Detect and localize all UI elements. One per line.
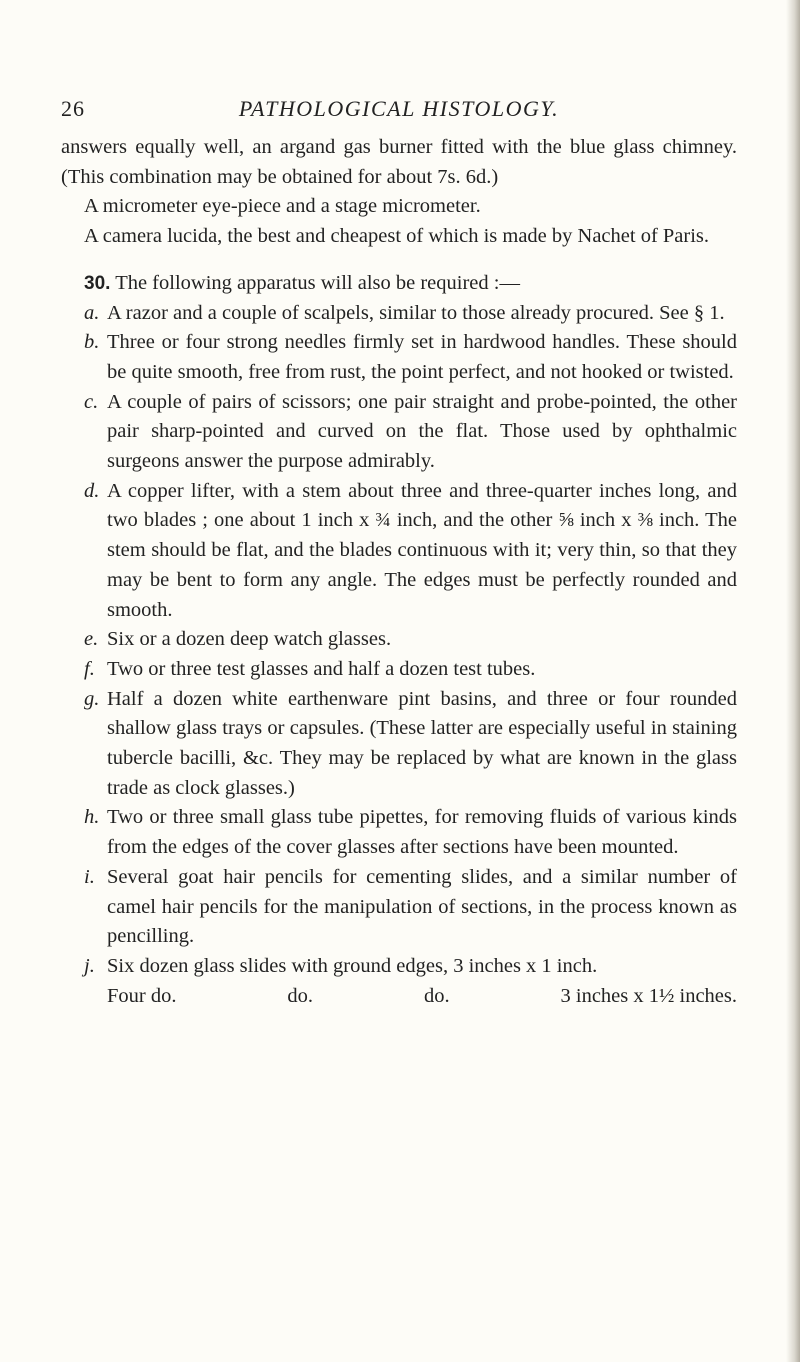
paragraph: A micrometer eye-piece and a stage micrometer. — [84, 195, 481, 218]
final-line-col-3: do. — [423, 984, 450, 1007]
item-text: A couple of pairs of scissors; one pair straight and probe-pointed, the other pair sharp-pointed and curved on the flat. Those used by ophthalmic surgeons answer the purpose admirably. — [107, 390, 737, 473]
final-line-col-1: Four do. — [107, 984, 177, 1007]
item-letter: f. — [84, 657, 95, 680]
item-text: Six or a dozen deep watch glasses. — [107, 628, 392, 651]
section-text: The following apparatus will also be required :— — [115, 271, 520, 294]
list-item — [84, 477, 737, 626]
section-heading — [61, 269, 737, 299]
running-title: PATHOLOGICAL HISTOLOGY. — [238, 96, 560, 121]
list-item — [84, 655, 737, 685]
list-item — [84, 803, 737, 862]
final-line-col-2: do. — [287, 984, 314, 1007]
page-header — [61, 96, 737, 130]
item-text: A copper lifter, with a stem about three and three-quarter inches long, and two blades ; one about 1 inch x ¾ inch, and the other ⅝ inch x ⅜ inch. The stem should be flat, and the blades continuous with it; very thin, so that they may be bent to form any angle. The edges must be perfectly rounded and smooth. — [107, 479, 737, 621]
list-item — [84, 388, 737, 477]
section-number: 30. — [84, 272, 111, 294]
body-text — [61, 133, 737, 1011]
item-letter: j. — [84, 954, 95, 977]
page-edge-shadow — [786, 0, 800, 1362]
item-letter: i. — [84, 865, 95, 888]
item-text: Two or three test glasses and half a dozen test tubes. — [107, 657, 536, 680]
page-number: 26 — [61, 96, 85, 121]
item-letter: g. — [84, 687, 100, 710]
item-letter: d. — [84, 479, 100, 502]
list-item — [84, 952, 737, 982]
item-letter: b. — [84, 331, 100, 354]
list-item — [84, 863, 737, 952]
list-item — [84, 328, 737, 387]
item-text: Two or three small glass tube pipettes, for removing fluids of various kinds from the edges of the cover glasses after sections have been mounted. — [107, 806, 737, 859]
paragraph: answers equally well, an argand gas burner fitted with the blue glass chimney. (This combination may be obtained for about 7s. 6d.) — [61, 136, 737, 188]
paragraph: A camera lucida, the best and cheapest of which is made by Nachet of Paris. — [84, 225, 710, 248]
item-text: Several goat hair pencils for cementing slides, and a similar number of camel hair pencils for the manipulation of sections, in the process known as pencilling. — [107, 865, 737, 948]
final-line-col-4: 3 inches x 1½ inches. — [560, 984, 737, 1007]
item-letter: e. — [84, 628, 99, 651]
item-letter: c. — [84, 390, 99, 413]
list-item — [84, 625, 737, 655]
item-text: Half a dozen white earthenware pint basins, and three or four rounded shallow glass trays or capsules. (These latter are especially useful in staining tubercle bacilli, &c. They may be replaced by what are known in the glass trade as clock glasses.) — [107, 687, 737, 799]
book-page — [61, 96, 737, 1011]
item-letter: h. — [84, 806, 100, 829]
item-text: Six dozen glass slides with ground edges, 3 inches x 1 inch. — [107, 954, 598, 977]
list-item — [84, 299, 737, 329]
item-text: Three or four strong needles firmly set in hardwood handles. These should be quite smooth, free from rust, the point perfect, and not hooked or twisted. — [107, 331, 737, 383]
final-line — [107, 982, 737, 1012]
list-item — [84, 685, 737, 804]
item-text: A razor and a couple of scalpels, similar to those already procured. See § 1. — [107, 301, 725, 324]
item-letter: a. — [84, 301, 100, 324]
